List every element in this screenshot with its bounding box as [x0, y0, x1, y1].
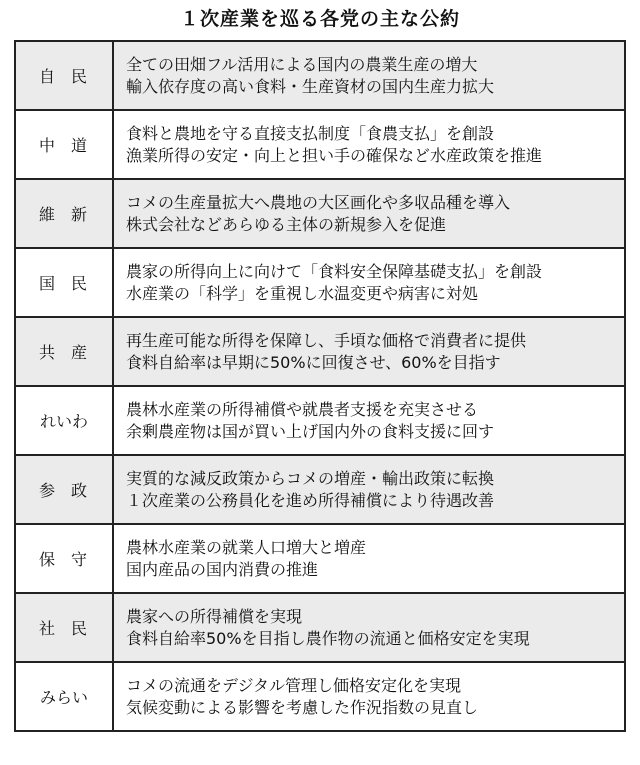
pledge-cell [113, 524, 625, 593]
pledge-line-2: 水産業の「科学」を重視し水温変更や病害に対処 [126, 283, 479, 303]
party-name: 社民 [15, 593, 113, 662]
pledge-cell [113, 386, 625, 455]
table-row [15, 593, 625, 662]
party-name: 維新 [15, 179, 113, 248]
pledge-line-2: 漁業所得の安定・向上と担い手の確保など水産政策を推進 [126, 145, 543, 165]
party-name: 参政 [15, 455, 113, 524]
table-row [15, 41, 625, 110]
table-row [15, 179, 625, 248]
pledge-cell [113, 41, 625, 110]
table-row [15, 317, 625, 386]
pledge-cell [113, 179, 625, 248]
pledge-cell [113, 110, 625, 179]
pledge-line-2: 国内産品の国内消費の推進 [126, 559, 319, 579]
pledge-line-1: 再生産可能な所得を保障し、手頃な価格で消費者に提供 [126, 330, 527, 350]
party-name: 保守 [15, 524, 113, 593]
pledge-line-1: 農林水産業の就業人口増大と増産 [126, 537, 367, 557]
pledge-line-1: 実質的な減反政策からコメの増産・輸出政策に転換 [126, 468, 495, 488]
pledge-line-2: 食料自給率50%を目指し農作物の流通と価格安定を実現 [126, 628, 530, 648]
table-row [15, 455, 625, 524]
table-row [15, 386, 625, 455]
party-name: れいわ [15, 386, 113, 455]
table-row [15, 110, 625, 179]
pledge-cell [113, 248, 625, 317]
party-name: 自民 [15, 41, 113, 110]
pledge-line-1: コメの生産量拡大へ農地の大区画化や多収品種を導入 [126, 192, 511, 212]
party-name: 共産 [15, 317, 113, 386]
page-title: １次産業を巡る各党の主な公約 [179, 8, 460, 30]
table-row [15, 662, 625, 731]
table-row [15, 524, 625, 593]
pledge-line-1: 全ての田畑フル活用による国内の農業生産の増大 [126, 54, 478, 74]
pledge-line-2: 余剰農産物は国が買い上げ国内外の食料支援に回す [126, 421, 495, 441]
party-name: みらい [15, 662, 113, 731]
pledge-line-1: 農家への所得補償を実現 [126, 606, 303, 626]
pledge-line-1: 農家の所得向上に向けて「食料安全保障基礎支払」を創設 [126, 261, 543, 281]
pledge-cell [113, 662, 625, 731]
party-name: 国民 [15, 248, 113, 317]
pledge-cell [113, 317, 625, 386]
pledge-cell [113, 455, 625, 524]
party-name: 中道 [15, 110, 113, 179]
pledge-cell [113, 593, 625, 662]
pledge-line-2: 株式会社などあらゆる主体の新規参入を促進 [126, 214, 447, 234]
table-row [15, 248, 625, 317]
pledge-line-2: 輸入依存度の高い食料・生産資材の国内生産力拡大 [126, 76, 495, 96]
pledges-table [14, 40, 626, 732]
pledge-line-2: 気候変動による影響を考慮した作況指数の見直し [126, 697, 479, 717]
pledge-line-2: １次産業の公務員化を進め所得補償により待遇改善 [126, 490, 495, 510]
pledge-line-1: 食料と農地を守る直接支払制度「食農支払」を創設 [126, 123, 495, 143]
pledge-line-1: 農林水産業の所得補償や就農者支援を充実させる [126, 399, 479, 419]
pledge-line-2: 食料自給率は早期に50%に回復させ、60%を目指す [126, 352, 501, 372]
pledge-line-1: コメの流通をデジタル管理し価格安定化を実現 [126, 675, 462, 695]
